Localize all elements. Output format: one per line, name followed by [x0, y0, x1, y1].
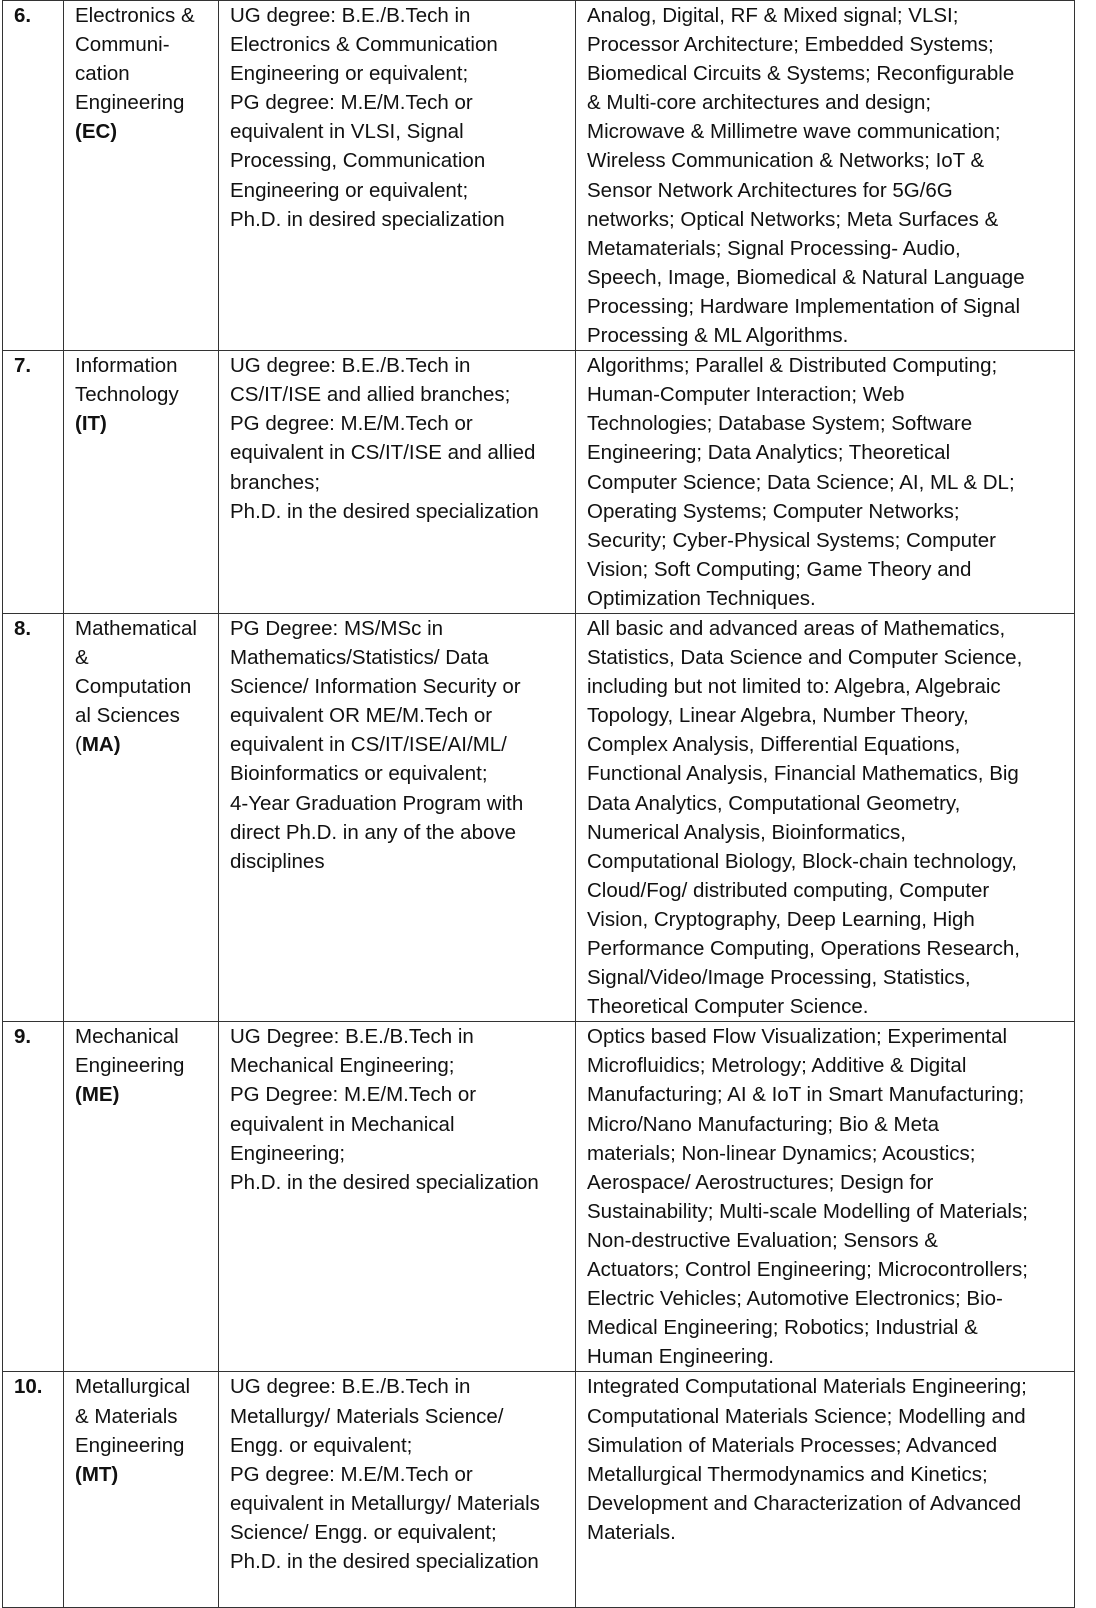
department-name: Metallurgical & Materials Engineering (MT) — [64, 1372, 219, 1608]
row-number: 10. — [3, 1372, 64, 1608]
research-areas: Algorithms; Parallel & Distributed Computing; Human-Computer Interaction; Web Technologies; Database System; Software Engineering; Data Analytics; Theoretical Computer Science; Data Science; AI, ML & DL; Operating Systems; Computer Networks; Security; Cyber-Physical Systems; Computer Vision; Soft Computing; Game Theory and Optimization Techniques. — [576, 351, 1075, 614]
research-areas: Optics based Flow Visualization; Experimental Microfluidics; Metrology; Additive & Digital Manufacturing; AI & IoT in Smart Manufacturing; Micro/Nano Manufacturing; Bio & Meta materials; Non-linear Dynamics; Acoustics; Aerospace/ Aerostructures; Design for Sustainability; Multi-scale Modelling of Materials; Non-destructive Evaluation; Sensors & Actuators; Control Engineering; Microcontrollers; Electric Vehicles; Automotive Electronics; Bio- Medical Engineering; Robotics; Industrial & Human Engineering. — [576, 1022, 1075, 1372]
department-name: Electronics & Communi- cation Engineering (EC) — [64, 1, 219, 351]
department-name: Information Technology (IT) — [64, 351, 219, 614]
qualifications: PG Degree: MS/MSc in Mathematics/Statistics/ Data Science/ Information Security or equivalent OR ME/M.Tech or equivalent in CS/IT/ISE/AI/ML/ Bioinformatics or equivalent; 4-Year Graduation Program with direct Ph.D. in any of the above disciplines — [219, 613, 576, 1021]
table-row — [3, 1372, 1075, 1608]
qualifications: UG Degree: B.E./B.Tech in Mechanical Engineering; PG Degree: M.E/M.Tech or equivalent in Mechanical Engineering; Ph.D. in the desired specialization — [219, 1022, 576, 1372]
research-areas: Analog, Digital, RF & Mixed signal; VLSI; Processor Architecture; Embedded Systems; Biomedical Circuits & Systems; Reconfigurable & Multi-core architectures and design; Microwave & Millimetre wave communication; Wireless Communication & Networks; IoT & Sensor Network Architectures for 5G/6G networks; Optical Networks; Meta Surfaces & Metamaterials; Signal Processing- Audio, Speech, Image, Biomedical & Natural Language Processing; Hardware Implementation of Signal Processing & ML Algorithms. — [576, 1, 1075, 351]
departments-table — [2, 0, 1075, 1608]
table-row — [3, 1022, 1075, 1372]
department-code: (ME) — [75, 1083, 120, 1107]
qualifications: UG degree: B.E./B.Tech in CS/IT/ISE and allied branches; PG degree: M.E/M.Tech or equivalent in CS/IT/ISE and allied branches; Ph.D. in the desired specialization — [219, 351, 576, 614]
department-code: (EC) — [75, 120, 118, 144]
department-code: (MA) — [75, 733, 121, 757]
qualifications: UG degree: B.E./B.Tech in Electronics & Communication Engineering or equivalent; PG degree: M.E/M.Tech or equivalent in VLSI, Signal Processing, Communication Engineering or equivalent; Ph.D. in desired specialization — [219, 1, 576, 351]
department-name: Mechanical Engineering (ME) — [64, 1022, 219, 1372]
row-number: 8. — [3, 613, 64, 1021]
table-row — [3, 613, 1075, 1021]
row-number: 7. — [3, 351, 64, 614]
table-row — [3, 1, 1075, 351]
department-name: Mathematical & Computation al Sciences (MA) — [64, 613, 219, 1021]
research-areas: All basic and advanced areas of Mathematics, Statistics, Data Science and Computer Science, including but not limited to: Algebra, Algebraic Topology, Linear Algebra, Number Theory, Complex Analysis, Differential Equations, Functional Analysis, Financial Mathematics, Big Data Analytics, Computational Geometry, Numerical Analysis, Bioinformatics, Computational Biology, Block-chain technology, Cloud/Fog/ distributed computing, Computer Vision, Cryptography, Deep Learning, High Performance Computing, Operations Research, Signal/Video/Image Processing, Statistics, Theoretical Computer Science. — [576, 613, 1075, 1021]
row-number: 6. — [3, 1, 64, 351]
department-code: (IT) — [75, 412, 107, 436]
department-code: (MT) — [75, 1462, 119, 1486]
qualifications: UG degree: B.E./B.Tech in Metallurgy/ Materials Science/ Engg. or equivalent; PG degree: M.E/M.Tech or equivalent in Metallurgy/ Materials Science/ Engg. or equivalent; Ph.D. in the desired specialization — [219, 1372, 576, 1608]
table-row — [3, 351, 1075, 614]
row-number: 9. — [3, 1022, 64, 1372]
research-areas: Integrated Computational Materials Engineering; Computational Materials Science; Modelling and Simulation of Materials Processes; Advanced Metallurgical Thermodynamics and Kinetics; Development and Characterization of Advanced Materials. — [576, 1372, 1075, 1608]
